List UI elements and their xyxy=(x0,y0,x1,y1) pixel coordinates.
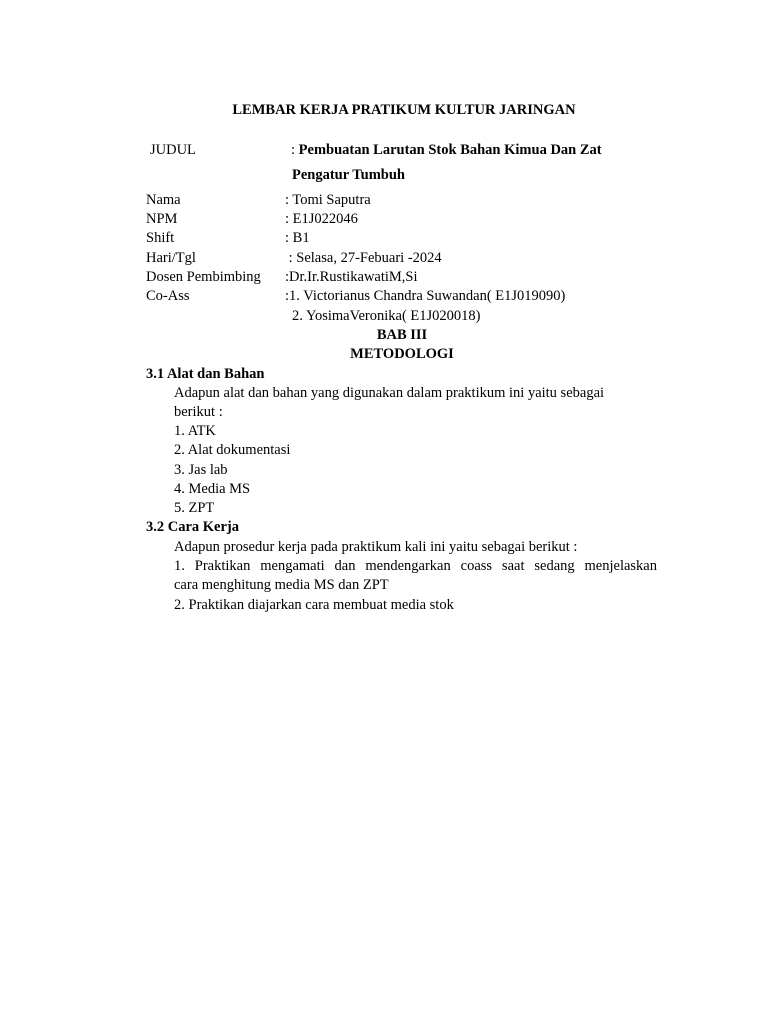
step2: 2. Praktikan diajarkan cara membuat media stok xyxy=(174,597,454,613)
field-value-coass: :1. Victorianus Chandra Suwandan( E1J019090) xyxy=(285,288,566,304)
step1-line2: cara menghitung media MS dan ZPT xyxy=(174,577,389,593)
field-label-shift: Shift xyxy=(146,230,175,246)
judul-value-line1: Pembuatan Larutan Stok Bahan Kimua Dan Zat xyxy=(298,142,602,158)
list-item: 5. ZPT xyxy=(174,500,215,516)
list-item: 1. ATK xyxy=(174,423,216,439)
section-heading-cara-kerja: 3.2 Cara Kerja xyxy=(146,519,240,535)
coass-line2: 2. YosimaVeronika( E1J020018) xyxy=(292,308,481,324)
judul-label: JUDUL xyxy=(150,142,196,158)
field-label-coass: Co-Ass xyxy=(146,288,190,304)
chapter-title: METODOLOGI xyxy=(350,346,454,362)
list-item: 4. Media MS xyxy=(174,481,251,497)
field-label-nama: Nama xyxy=(146,192,181,208)
field-value-dosen: :Dr.Ir.RustikawatiM,Si xyxy=(285,269,418,285)
field-label-dosen: Dosen Pembimbing xyxy=(146,269,261,285)
section2-intro: Adapun prosedur kerja pada praktikum kali ini yaitu sebagai berikut : xyxy=(174,539,578,555)
section1-intro-line2: berikut : xyxy=(174,404,223,420)
field-value-hari-tgl: : Selasa, 27-Febuari -2024 xyxy=(285,250,442,266)
field-value-npm: : E1J022046 xyxy=(285,211,358,227)
list-item: 3. Jas lab xyxy=(174,462,228,478)
step1-line1: 1. Praktikan mengamati dan mendengarkan coass saat sedang menjelaskan xyxy=(174,558,657,574)
field-value-nama: : Tomi Saputra xyxy=(285,192,371,208)
section-heading-alat-bahan: 3.1 Alat dan Bahan xyxy=(146,366,265,382)
field-label-hari-tgl: Hari/Tgl xyxy=(146,250,196,266)
document-title: LEMBAR KERJA PRATIKUM KULTUR JARINGAN xyxy=(232,102,576,118)
judul-value xyxy=(291,141,602,160)
judul-value-line2: Pengatur Tumbuh xyxy=(292,167,405,183)
field-value-shift: : B1 xyxy=(285,230,310,246)
section1-intro-line1: Adapun alat dan bahan yang digunakan dalam praktikum ini yaitu sebagai xyxy=(174,385,605,401)
chapter-label: BAB III xyxy=(376,327,428,343)
field-label-npm: NPM xyxy=(146,211,178,227)
judul-colon: : xyxy=(291,142,299,158)
list-item: 2. Alat dokumentasi xyxy=(174,442,291,458)
